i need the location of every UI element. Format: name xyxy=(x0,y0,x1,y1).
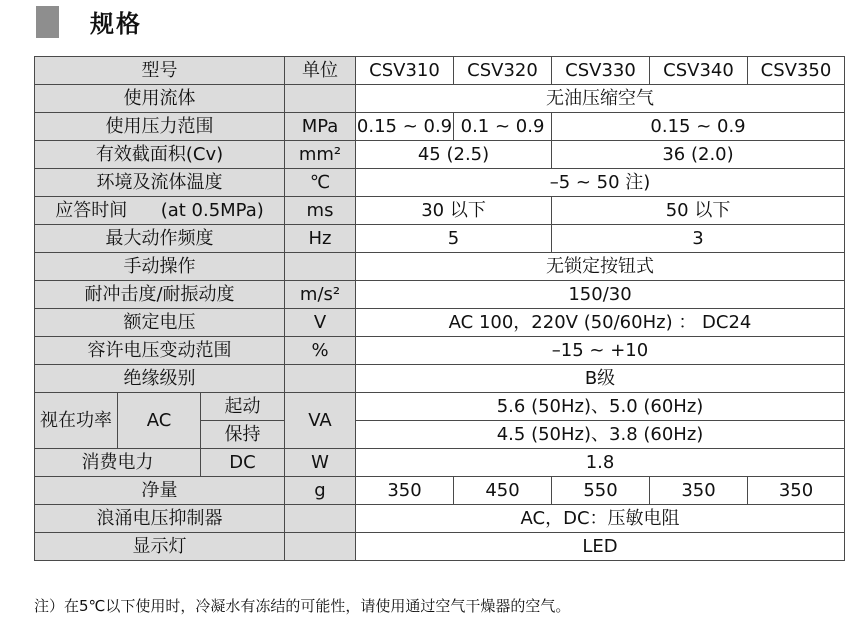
table-row xyxy=(35,225,845,253)
table-row xyxy=(35,365,845,393)
consumption-unit: W xyxy=(285,449,356,477)
table-row xyxy=(35,533,845,561)
frequency-value-a: 5 xyxy=(356,225,552,253)
indicator-value: LED xyxy=(356,533,845,561)
cv-value-b: 36 (2.0) xyxy=(552,141,845,169)
surge-label: 浪涌电压抑制器 xyxy=(35,505,285,533)
model-csv340: CSV340 xyxy=(650,57,748,85)
manual-unit xyxy=(285,253,356,281)
table-row xyxy=(35,169,845,197)
table-row xyxy=(35,281,845,309)
table-row xyxy=(35,337,845,365)
response-label: 应答时间 xyxy=(55,199,128,221)
response-unit: ms xyxy=(285,197,356,225)
apparent-power-unit: VA xyxy=(285,393,356,449)
voltage-value: AC 100，220V (50/60Hz) ： DC24 xyxy=(356,309,845,337)
temp-label: 环境及流体温度 xyxy=(35,169,285,197)
weight-value-csv340: 350 xyxy=(650,477,748,505)
weight-label: 净量 xyxy=(35,477,285,505)
indicator-label: 显示灯 xyxy=(35,533,285,561)
model-csv320: CSV320 xyxy=(454,57,552,85)
pressure-unit: MPa xyxy=(285,113,356,141)
title-marker xyxy=(36,6,59,38)
apparent-power-sub: AC xyxy=(118,393,201,449)
pressure-label: 使用压力范围 xyxy=(35,113,285,141)
surge-unit xyxy=(285,505,356,533)
section-title: 规格 xyxy=(90,10,142,38)
insulation-value: B级 xyxy=(356,365,845,393)
table-row xyxy=(35,85,845,113)
response-label-cell xyxy=(35,197,285,225)
temp-unit: ℃ xyxy=(285,169,356,197)
footnote: 注）在5℃以下使用时，冷凝水有冻结的可能性，请使用通过空气干燥器的空气。 xyxy=(34,597,571,615)
model-csv330: CSV330 xyxy=(552,57,650,85)
weight-value-csv350: 350 xyxy=(748,477,845,505)
response-value-a: 30 以下 xyxy=(356,197,552,225)
surge-value: AC，DC：压敏电阻 xyxy=(356,505,845,533)
table-header-row xyxy=(35,57,845,85)
pressure-value-csv310: 0.15 ~ 0.9 xyxy=(356,113,454,141)
frequency-unit: Hz xyxy=(285,225,356,253)
shock-label: 耐冲击度/耐振动度 xyxy=(35,281,285,309)
weight-value-csv310: 350 xyxy=(356,477,454,505)
indicator-unit xyxy=(285,533,356,561)
voltage-range-label: 容许电压变动范围 xyxy=(35,337,285,365)
cv-value-a: 45 (2.5) xyxy=(356,141,552,169)
pressure-value-others: 0.15 ~ 0.9 xyxy=(552,113,845,141)
shock-value: 150/30 xyxy=(356,281,845,309)
manual-value: 无锁定按钮式 xyxy=(356,253,845,281)
shock-unit: m/s² xyxy=(285,281,356,309)
insulation-unit xyxy=(285,365,356,393)
model-header: 型号 xyxy=(35,57,285,85)
weight-value-csv330: 550 xyxy=(552,477,650,505)
table-row xyxy=(35,393,845,421)
manual-label: 手动操作 xyxy=(35,253,285,281)
apparent-power-start-value: 5.6 (50Hz)、5.0 (60Hz) xyxy=(356,393,845,421)
fluid-value: 无油压缩空气 xyxy=(356,85,845,113)
table-row xyxy=(35,309,845,337)
fluid-unit xyxy=(285,85,356,113)
voltage-range-unit: % xyxy=(285,337,356,365)
consumption-label: 消费电力 xyxy=(35,449,201,477)
cv-label: 有效截面积(Cv) xyxy=(35,141,285,169)
table-row xyxy=(35,113,845,141)
model-csv350: CSV350 xyxy=(748,57,845,85)
consumption-sub: DC xyxy=(201,449,285,477)
apparent-power-hold-label: 保持 xyxy=(201,421,285,449)
table-row xyxy=(35,141,845,169)
frequency-value-b: 3 xyxy=(552,225,845,253)
weight-value-csv320: 450 xyxy=(454,477,552,505)
apparent-power-label: 视在功率 xyxy=(35,393,118,449)
table-row xyxy=(35,505,845,533)
pressure-value-csv320: 0.1 ~ 0.9 xyxy=(454,113,552,141)
unit-header: 单位 xyxy=(285,57,356,85)
insulation-label: 绝缘级别 xyxy=(35,365,285,393)
temp-value: –5 ~ 50 注) xyxy=(356,169,845,197)
response-label-suffix: (at 0.5MPa) xyxy=(160,199,264,221)
voltage-range-value: –15 ~ +10 xyxy=(356,337,845,365)
spec-table xyxy=(34,56,845,561)
table-row xyxy=(35,477,845,505)
cv-unit: mm² xyxy=(285,141,356,169)
apparent-power-start-label: 起动 xyxy=(201,393,285,421)
fluid-label: 使用流体 xyxy=(35,85,285,113)
apparent-power-hold-value: 4.5 (50Hz)、3.8 (60Hz) xyxy=(356,421,845,449)
table-row xyxy=(35,197,845,225)
consumption-value: 1.8 xyxy=(356,449,845,477)
weight-unit: g xyxy=(285,477,356,505)
voltage-unit: V xyxy=(285,309,356,337)
response-value-b: 50 以下 xyxy=(552,197,845,225)
table-row xyxy=(35,449,845,477)
table-row xyxy=(35,253,845,281)
frequency-label: 最大动作频度 xyxy=(35,225,285,253)
model-csv310: CSV310 xyxy=(356,57,454,85)
voltage-label: 额定电压 xyxy=(35,309,285,337)
